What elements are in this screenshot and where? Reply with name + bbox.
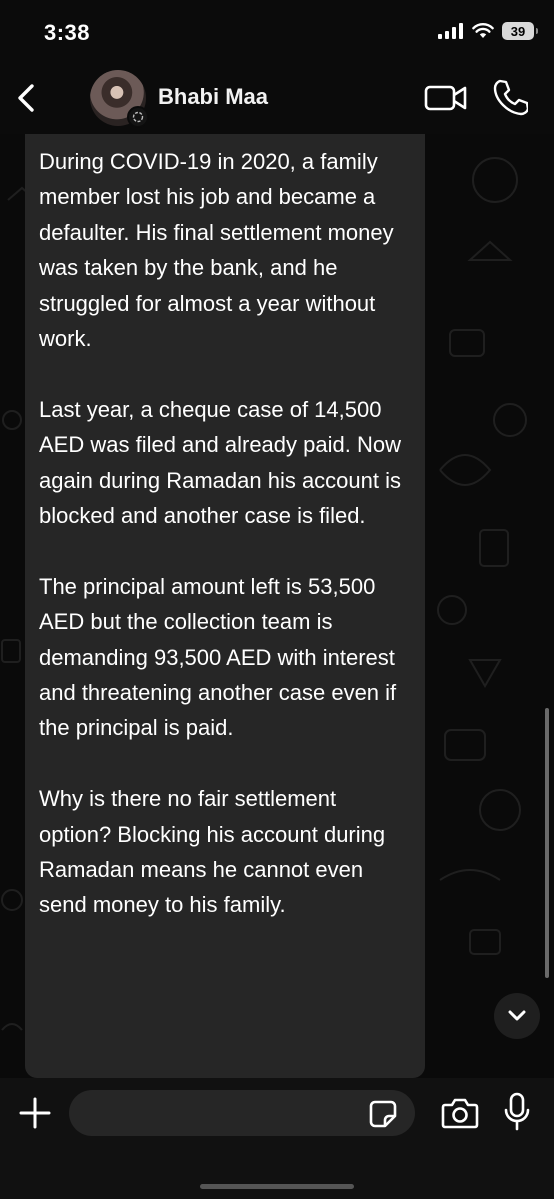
message-paragraph: Last year, a cheque case of 14,500 AED was filed and already paid. Now again during Ramadan his account is blocked and another case is filed. <box>39 396 402 529</box>
message-paragraph: The principal amount left is 53,500 AED but the collection team is demanding 93,500 AED with interest and threatening another case even if the principal is paid. <box>39 573 397 741</box>
back-chevron-icon <box>16 83 36 113</box>
wifi-icon <box>472 23 494 39</box>
status-ring-icon <box>127 106 149 128</box>
battery-level: 39 <box>510 23 526 39</box>
video-camera-icon <box>424 82 468 114</box>
signal-icon <box>438 23 464 39</box>
message-bubble[interactable] <box>25 134 425 1078</box>
sticker-button[interactable] <box>368 1099 398 1129</box>
message-paragraph: During COVID-19 in 2020, a family member lost his job and became a defaulter. His final settlement money was taken by the bank, and he struggled for almost a year without work. <box>39 149 394 352</box>
voice-message-button[interactable] <box>502 1092 532 1132</box>
voice-call-button[interactable] <box>492 78 528 116</box>
plus-icon <box>18 1096 52 1130</box>
chat-header <box>0 62 554 134</box>
message-composer <box>0 1078 554 1199</box>
sticker-icon <box>368 1099 398 1129</box>
scroll-to-bottom-button[interactable] <box>494 993 540 1039</box>
camera-button[interactable] <box>441 1096 479 1130</box>
status-bar <box>0 0 554 62</box>
message-paragraph: Why is there no fair settlement option? Blocking his account during Ramadan means he cannot even send money to his family. <box>39 786 386 918</box>
battery-icon <box>502 22 534 40</box>
scrollbar[interactable] <box>545 708 549 978</box>
contact-name[interactable]: Bhabi Maa <box>158 84 269 109</box>
status-icons <box>438 22 534 40</box>
attach-button[interactable] <box>18 1096 52 1130</box>
chevron-down-icon <box>507 1010 527 1022</box>
camera-icon <box>441 1096 479 1130</box>
message-input[interactable] <box>69 1090 415 1136</box>
back-button[interactable] <box>6 76 46 120</box>
phone-icon <box>492 78 528 116</box>
home-indicator <box>200 1184 354 1189</box>
microphone-icon <box>502 1092 532 1132</box>
video-call-button[interactable] <box>424 82 468 114</box>
status-time: 3:38 <box>44 20 91 45</box>
